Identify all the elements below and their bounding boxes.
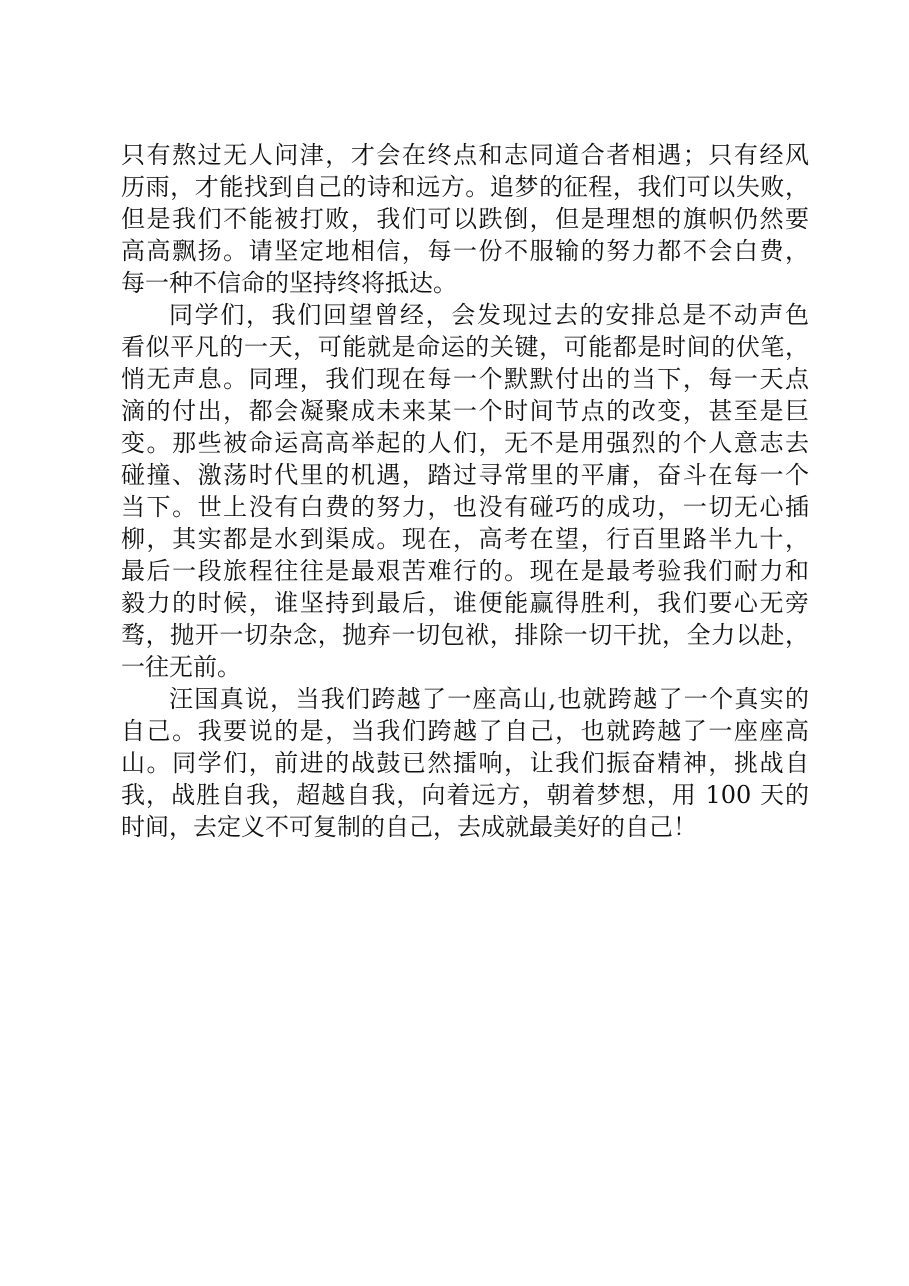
- paragraph-2: [121, 299, 809, 683]
- text-line: 只有熬过无人问津，才会在终点和志同道合者相遇；只有经风: [121, 141, 809, 169]
- text-line: 看似平凡的一天，可能就是命运的关键，可能都是时间的伏笔，: [121, 333, 809, 361]
- text-line: 同学们，我们回望曾经，会发现过去的安排总是不动声色: [169, 301, 809, 329]
- text-line: 高高飘扬。请坚定地相信，每一份不服输的努力都不会白费，: [121, 237, 809, 265]
- text-line: 当下。世上没有白费的努力，也没有碰巧的成功，一切无心插: [121, 493, 809, 521]
- text-line: 滴的付出，都会凝聚成未来某一个时间节点的改变，甚至是巨: [121, 397, 809, 425]
- paragraph-3: [121, 683, 809, 843]
- text-line: 时间，去定义不可复制的自己，去成就最美好的自己！: [121, 813, 697, 841]
- paragraph-1: [121, 139, 809, 299]
- text-line: 变。那些被命运高高举起的人们，无不是用强烈的个人意志去: [121, 429, 809, 457]
- text-line: 悄无声息。同理，我们现在每一个默默付出的当下，每一天点: [121, 365, 809, 393]
- text-line: 但是我们不能被打败，我们可以跌倒，但是理想的旗帜仍然要: [121, 205, 809, 233]
- text-line: 汪国真说，当我们跨越了一座高山,也就跨越了一个真实的: [169, 685, 809, 713]
- text-line: 自己。我要说的是，当我们跨越了自己，也就跨越了一座座高: [121, 717, 809, 745]
- text-line: 一往无前。: [121, 653, 241, 681]
- text-line: 毅力的时候，谁坚持到最后，谁便能赢得胜利，我们要心无旁: [121, 589, 809, 617]
- body-text: [121, 139, 809, 843]
- text-line: 最后一段旅程往往是最艰苦难行的。现在是最考验我们耐力和: [121, 557, 809, 585]
- text-line: 每一种不信命的坚持终将抵达。: [121, 269, 457, 297]
- text-line: 柳，其实都是水到渠成。现在，高考在望，行百里路半九十，: [121, 525, 809, 553]
- text-line: 山。同学们，前进的战鼓已然擂响，让我们振奋精神，挑战自: [121, 749, 809, 777]
- text-line: 碰撞、激荡时代里的机遇，踏过寻常里的平庸，奋斗在每一个: [121, 461, 809, 489]
- text-line: 骛，抛开一切杂念，抛弃一切包袱，排除一切干扰，全力以赴，: [121, 621, 809, 649]
- text-line: 历雨，才能找到自己的诗和远方。追梦的征程，我们可以失败，: [121, 173, 809, 201]
- text-line: 我，战胜自我，超越自我，向着远方，朝着梦想，用 100 天的: [121, 781, 809, 809]
